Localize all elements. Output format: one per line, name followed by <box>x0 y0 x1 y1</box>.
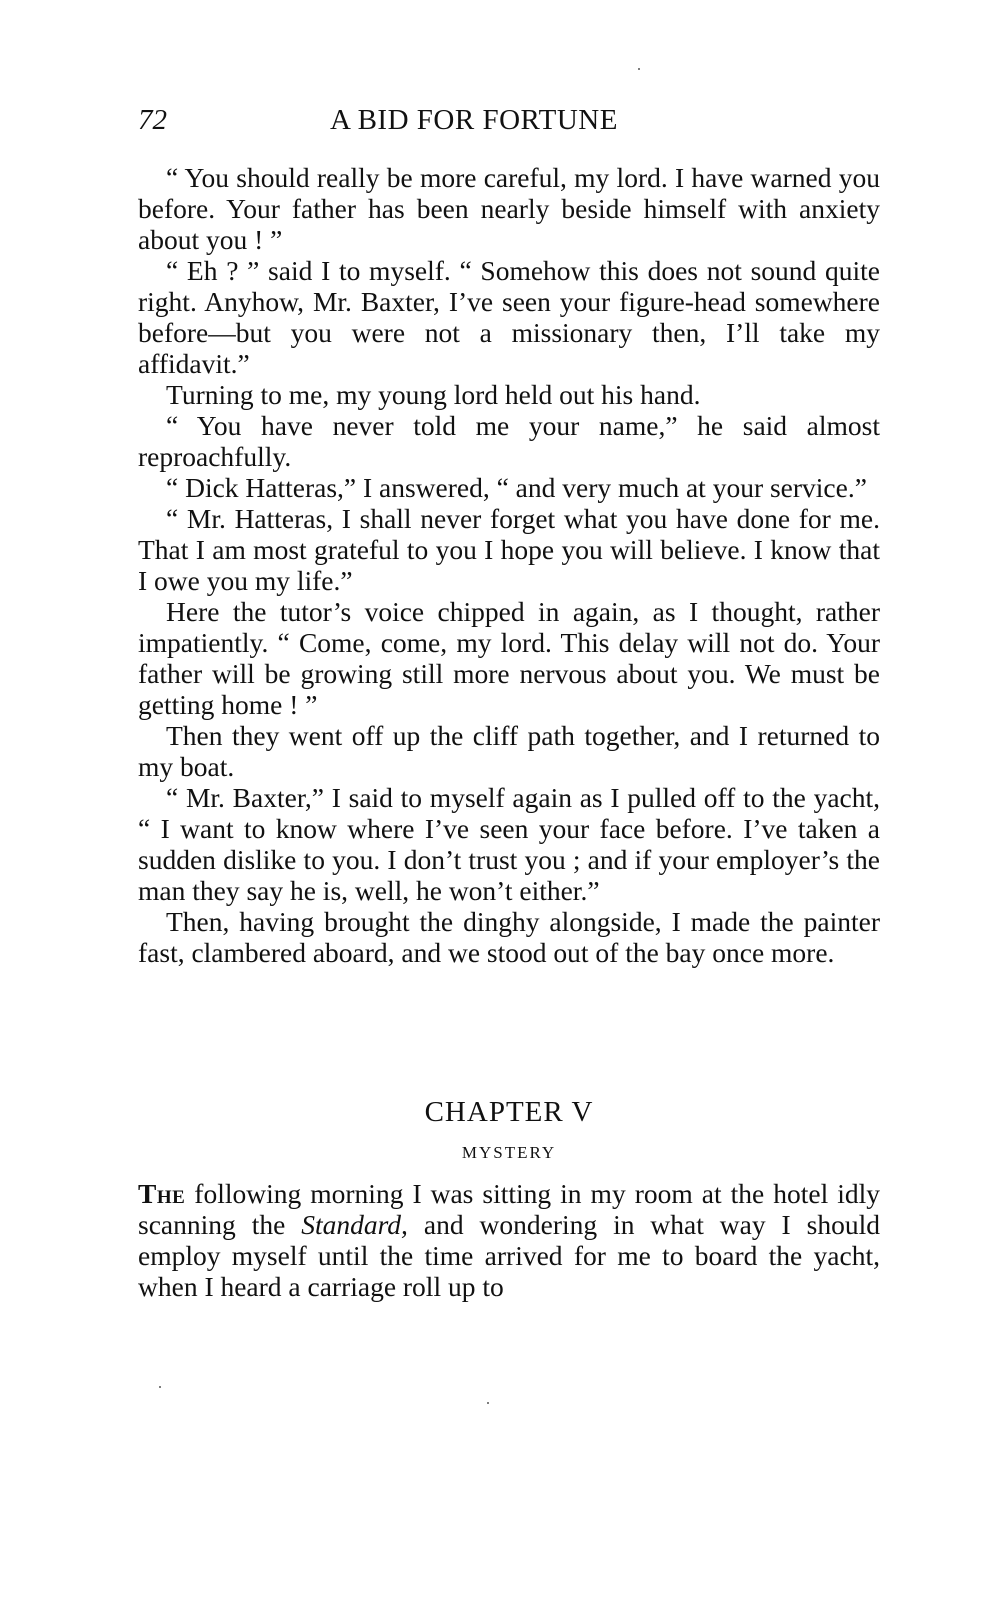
paragraph: “ You should really be more careful, my lord. I have warned you before. Your father has been nearly beside himself with anxiety about you ! ” <box>138 162 880 255</box>
body-text <box>138 162 880 968</box>
paragraph: Then, having brought the dinghy alongside, I made the painter fast, clambered aboard, and we stood out of the bay once more. <box>138 906 880 968</box>
running-head <box>138 104 880 144</box>
chapter-opening-paragraph <box>138 1178 880 1302</box>
chapter-opening-text <box>138 1178 880 1302</box>
paragraph: Turning to me, my young lord held out his hand. <box>166 379 701 410</box>
opening-text-continued: and wondering in what way I should employ myself until the time arrived for me to board the yacht, when I heard a carriage roll up to <box>138 1209 880 1302</box>
chapter-subtitle: MYSTERY <box>461 1143 557 1162</box>
book-title: A BID FOR FORTUNE <box>330 104 618 136</box>
newspaper-title: Standard, <box>301 1209 408 1240</box>
paragraph: “ Eh ? ” said I to myself. “ Somehow this does not sound quite right. Anyhow, Mr. Baxter, I’ve seen your figure-head somewhere before—but you were not a missionary then, I’ll take my affidavit.” <box>138 255 880 379</box>
print-speck <box>159 1386 161 1388</box>
page-number: 72 <box>138 104 167 136</box>
opening-text: following morning I was sitting in my room at the hotel idly scanning the <box>138 1178 880 1240</box>
paragraph: Here the tutor’s voice chipped in again, as I thought, rather impatiently. “ Come, come, my lord. This delay will not do. Your father will be growing still more nervous about you. We must be getting home ! ” <box>138 596 880 720</box>
print-speck <box>638 68 640 70</box>
opening-word: The <box>138 1178 186 1209</box>
chapter-heading: CHAPTER V <box>424 1096 594 1128</box>
paragraph: “ Mr. Baxter,” I said to myself again as I pulled off to the yacht, “ I want to know where I’ve seen your face before. I’ve taken a sudden dislike to you. I don’t trust you ; and if your employer’s the man they say he is, well, he won’t either.” <box>138 782 880 906</box>
paragraph: “ You have never told me your name,” he said almost reproachfully. <box>138 410 880 472</box>
paragraph: Then they went off up the cliff path together, and I returned to my boat. <box>138 720 880 782</box>
paragraph: “ Mr. Hatteras, I shall never forget what you have done for me. That I am most grateful to you I hope you will believe. I know that I owe you my life.” <box>138 503 880 596</box>
paragraph: “ Dick Hatteras,” I answered, “ and very much at your service.” <box>166 472 867 503</box>
print-speck <box>487 1402 489 1404</box>
